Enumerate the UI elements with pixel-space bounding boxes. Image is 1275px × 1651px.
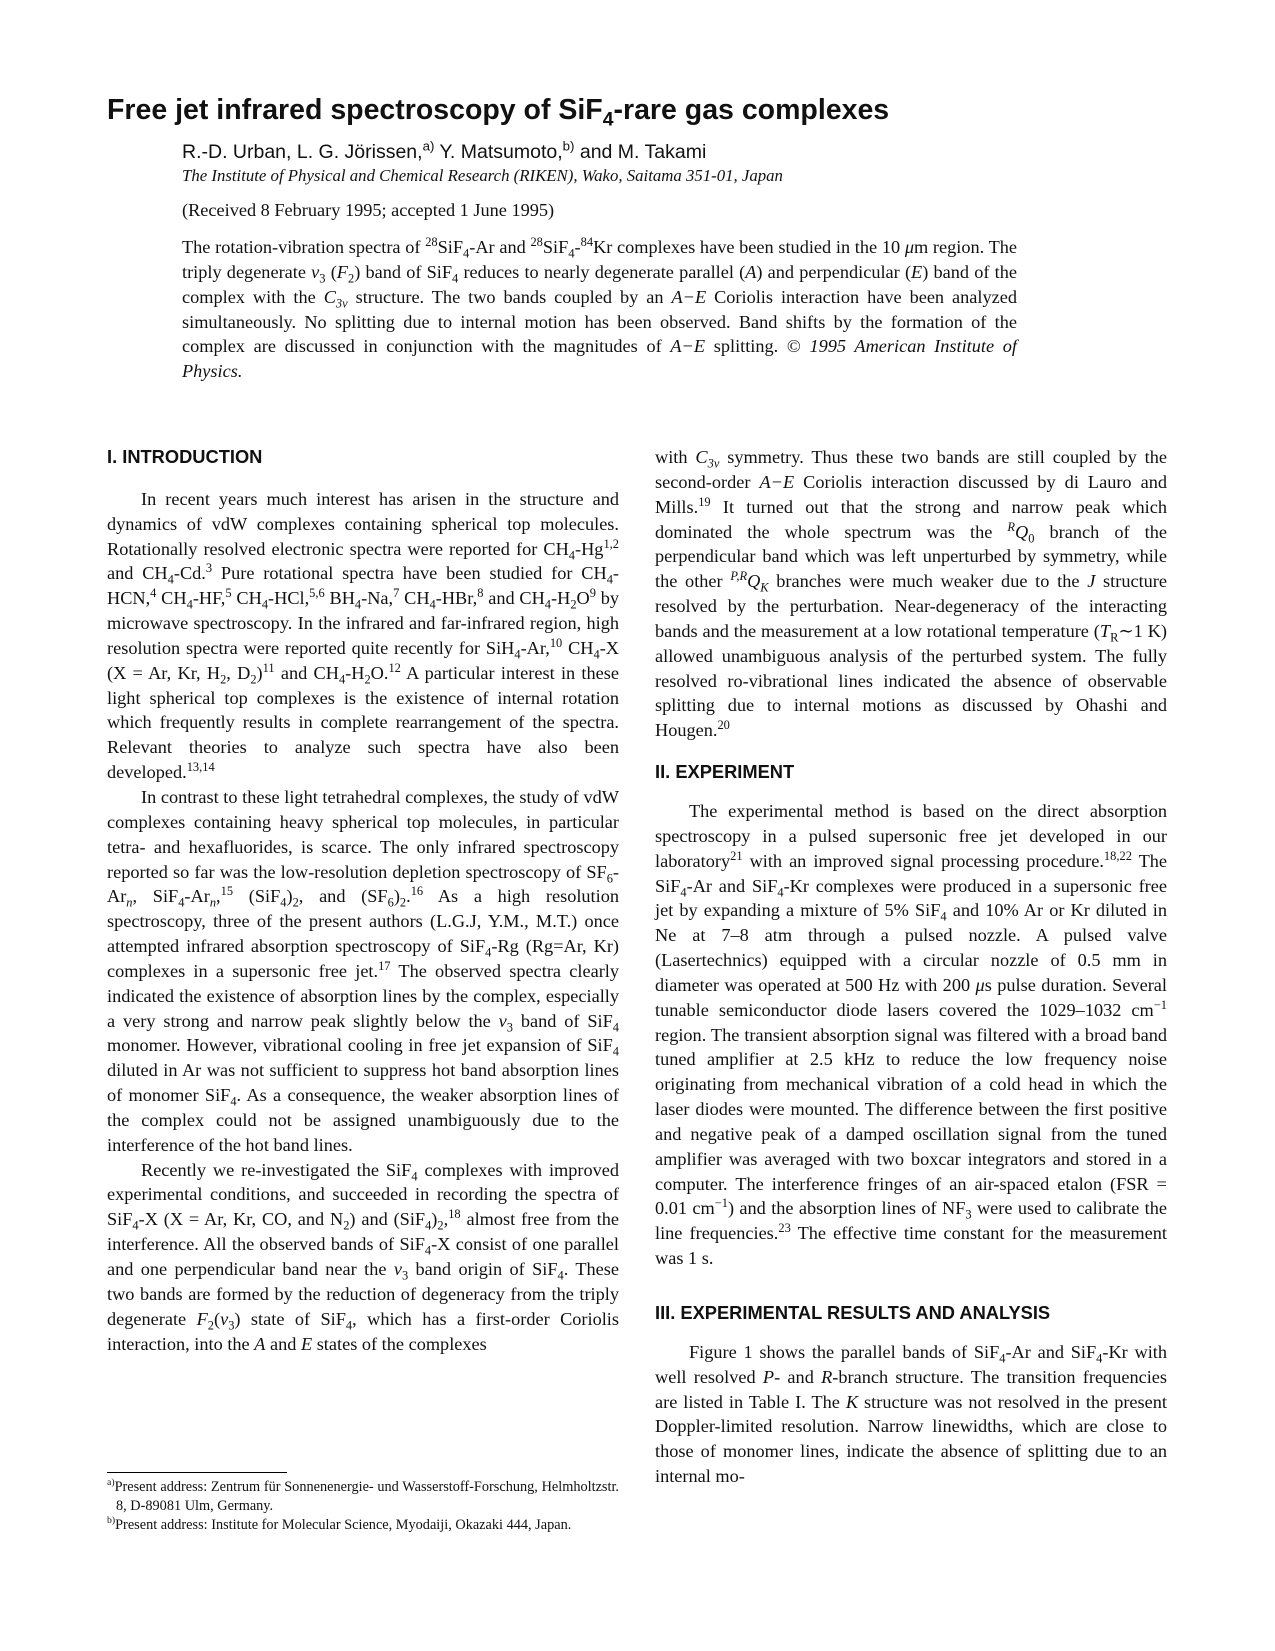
right-column bbox=[655, 445, 1167, 1489]
affiliation: The Institute of Physical and Chemical Research (RIKEN), Wako, Saitama 351-01, Japan bbox=[182, 166, 783, 185]
footnote-divider bbox=[107, 1472, 287, 1473]
author-list: R.-D. Urban, L. G. Jörissen,$^{a)}$ Y. Matsumoto,$^{b)}$ and M. Takami bbox=[182, 138, 707, 163]
paragraph: Figure 1 shows the parallel bands of SiF$_4$-Ar and SiF$_4$-Kr with well resolved P- and R-branch structure. The transition frequencies are listed in Table I. The K structure was not resolved in the present Doppler-limited resolution. Narrow linewidths, which are close to those of monomer lines, indicate the absence of splitting due to an internal mo- bbox=[655, 1341, 1168, 1487]
paragraph: In recent years much interest has arisen in the structure and dynamics of vdW complexes containing spherical top molecules. Rotationally resolved electronic spectra were reported for $CH_4-Hg^{1,2}$ and $CH_4-Cd.^3$ Pure rotational spectra have been studied for $CH_4-HCN,^4$ $CH_4-HF,^5$ $CH_4-HCl,^{5,6}$ $BH_4-Na,^7$ $CH_4-HBr,^8$ and $CH_4-H_2O^9$ by microwave spectroscopy. In the infrared and far-infrared region, high resolution spectra were reported quite recently for SiH$_4$-Ar,$^{10}$ $CH_4-X$ (X = Ar, Kr, $H_2$, $D_2)^{11}$ and $CH_4-H_2O.^{12}$ A particular interest in these light spherical top complexes is the existence of internal rotation which frequently results in complete rearrangement of the spectra. Relevant theories to analyze such spectra have also been developed.$^{13,14}$ bbox=[107, 488, 620, 783]
paragraph: In contrast to these light tetrahedral complexes, the study of vdW complexes containing heavy spherical top molecules, in particular tetra- and hexafluorides, is scarce. The only infrared spectroscopy reported so far was the low-resolution depletion spectroscopy of $SF_6-Ar_n$, $SiF_4-Ar_n,^{15}$ $(SiF_4)_2$, and $(SF_6)_2.^{16}$ As a high resolution spectroscopy, three of the present authors (L.G.J, Y.M., M.T.) once attempted infrared absorption spectroscopy of SiF$_4$-Rg (Rg=Ar, Kr) complexes in a supersonic free jet.$^{17}$ The observed spectra clearly indicated the existence of absorption lines by the complex, especially a very strong and narrow peak slightly below the $\nu_3$ band of SiF$_4$ monomer. However, vibrational cooling in free jet expansion of SiF$_4$ diluted in Ar was not sufficient to suppress hot band absorption lines of monomer SiF$_4$. As a consequence, the weaker absorption lines of the complex could not be assigned unambiguously due to the interference of the hot band lines. bbox=[107, 786, 619, 1155]
footnote-mark: a) bbox=[422, 138, 435, 154]
section-heading-experiment: II. EXPERIMENT bbox=[655, 761, 795, 783]
paragraph: The experimental method is based on the direct absorption spectroscopy in a pulsed supersonic free jet developed in our laboratory$^{21}$ with an improved signal processing procedure.$^{18,22}$ The SiF$_4$-Ar and SiF$_4$-Kr complexes were produced in a supersonic free jet by expanding a mixture of 5% SiF$_4$ and 10% Ar or Kr diluted in Ne at 7–8 atm through a pulsed nozzle. A pulsed valve (Lasertechnics) equipped with a circular nozzle of 0.5 mm in diameter was operated at 500 Hz with 200 μs pulse duration. Several tunable semiconductor diode lasers covered the 1029–1032 $cm^{-1}$ region. The transient absorption signal was filtered with a broad band tuned amplifier at 2.5 kHz to reduce the low frequency noise originating from mechanical vibration of a cold head in which the laser diodes were mounted. The difference between the first positive and negative peak of a damped oscillation signal from the tuned amplifier was averaged with two boxcar integrators and stored in a computer. The interference fringes of an air-spaced etalon (FSR = 0.01 $cm^{-1}$) and the absorption lines of $NF_3$ were used to calibrate the line frequencies.$^{23}$ The effective time constant for the measurement was 1 s. bbox=[655, 800, 1168, 1269]
footnote: $^{a)}$Present address: Zentrum für Sonnenenergie- und Wasserstoff-Forschung, Helmholtzstr. 8, D-89081 Ulm, Germany. bbox=[107, 1477, 619, 1514]
footnote-mark: b) bbox=[562, 138, 575, 154]
section-heading-introduction: I. INTRODUCTION bbox=[107, 446, 263, 467]
footnotes bbox=[107, 1478, 619, 1536]
paper-title: Free jet infrared spectroscopy of SiF$_4$-rare gas complexes bbox=[107, 94, 890, 131]
abstract: The rotation-vibration spectra of $^{28}$SiF$_4$-Ar and $^{28}$SiF$_4$-$^{84}$Kr complexes have been studied in the 10 μm region. The triply degenerate $\nu_3$ $(F_2)$ band of SiF$_4$ reduces to nearly degenerate parallel (A) and perpendicular (E) band of the complex with the $C_{3v}$ structure. The two bands coupled by an A−E Coriolis interaction have been analyzed simultaneously. No splitting due to internal motion has been observed. Band shifts by the formation of the complex are discussed in conjunction with the magnitudes of A−E splitting. © 1995 American Institute of Physics. bbox=[182, 234, 1017, 382]
paragraph: with $C_{3v}$ symmetry. Thus these two bands are still coupled by the second-order A−E Coriolis interaction discussed by di Lauro and Mills.$^{19}$ It turned out that the strong and narrow peak which dominated the whole spectrum was the $^RQ_0$ branch of the perpendicular band which was left unperturbed by symmetry, while the other $^{P,R}Q_K$ branches were much weaker due to the J structure resolved by the perturbation. Near-degeneracy of the interacting bands and the measurement at a low rotational temperature ($T_R\sim 1$ K) allowed unambiguous analysis of the perturbed system. The fully resolved ro-vibrational lines indicated the absence of observable splitting due to internal motions as discussed by Ohashi and Hougen.$^{20}$ bbox=[655, 447, 1167, 741]
paragraph: Recently we re-investigated the SiF$_4$ complexes with improved experimental conditions, and succeeded in recording the spectra of SiF$_4$-X (X = Ar, Kr, CO, and $N_2$) and $(SiF_4)_2,^{18}$ almost free from the interference. All the observed bands of SiF$_4$-X consist of one parallel and one perpendicular band near the $\nu_3$ band origin of SiF$_4$. These two bands are formed by the reduction of degeneracy from the triply degenerate $F_2(\nu_3)$ state of SiF$_4$, which has a first-order Coriolis interaction, into the A and E states of the complexes bbox=[107, 1159, 620, 1354]
footnote: $^{b)}$Present address: Institute for Molecular Science, Myodaiji, Okazaki 444, Japan. bbox=[107, 1515, 572, 1533]
section-heading-results: III. EXPERIMENTAL RESULTS AND ANALYSIS bbox=[655, 1302, 1051, 1323]
received-date: (Received 8 February 1995; accepted 1 June 1995) bbox=[182, 200, 555, 220]
left-column bbox=[107, 445, 619, 1356]
